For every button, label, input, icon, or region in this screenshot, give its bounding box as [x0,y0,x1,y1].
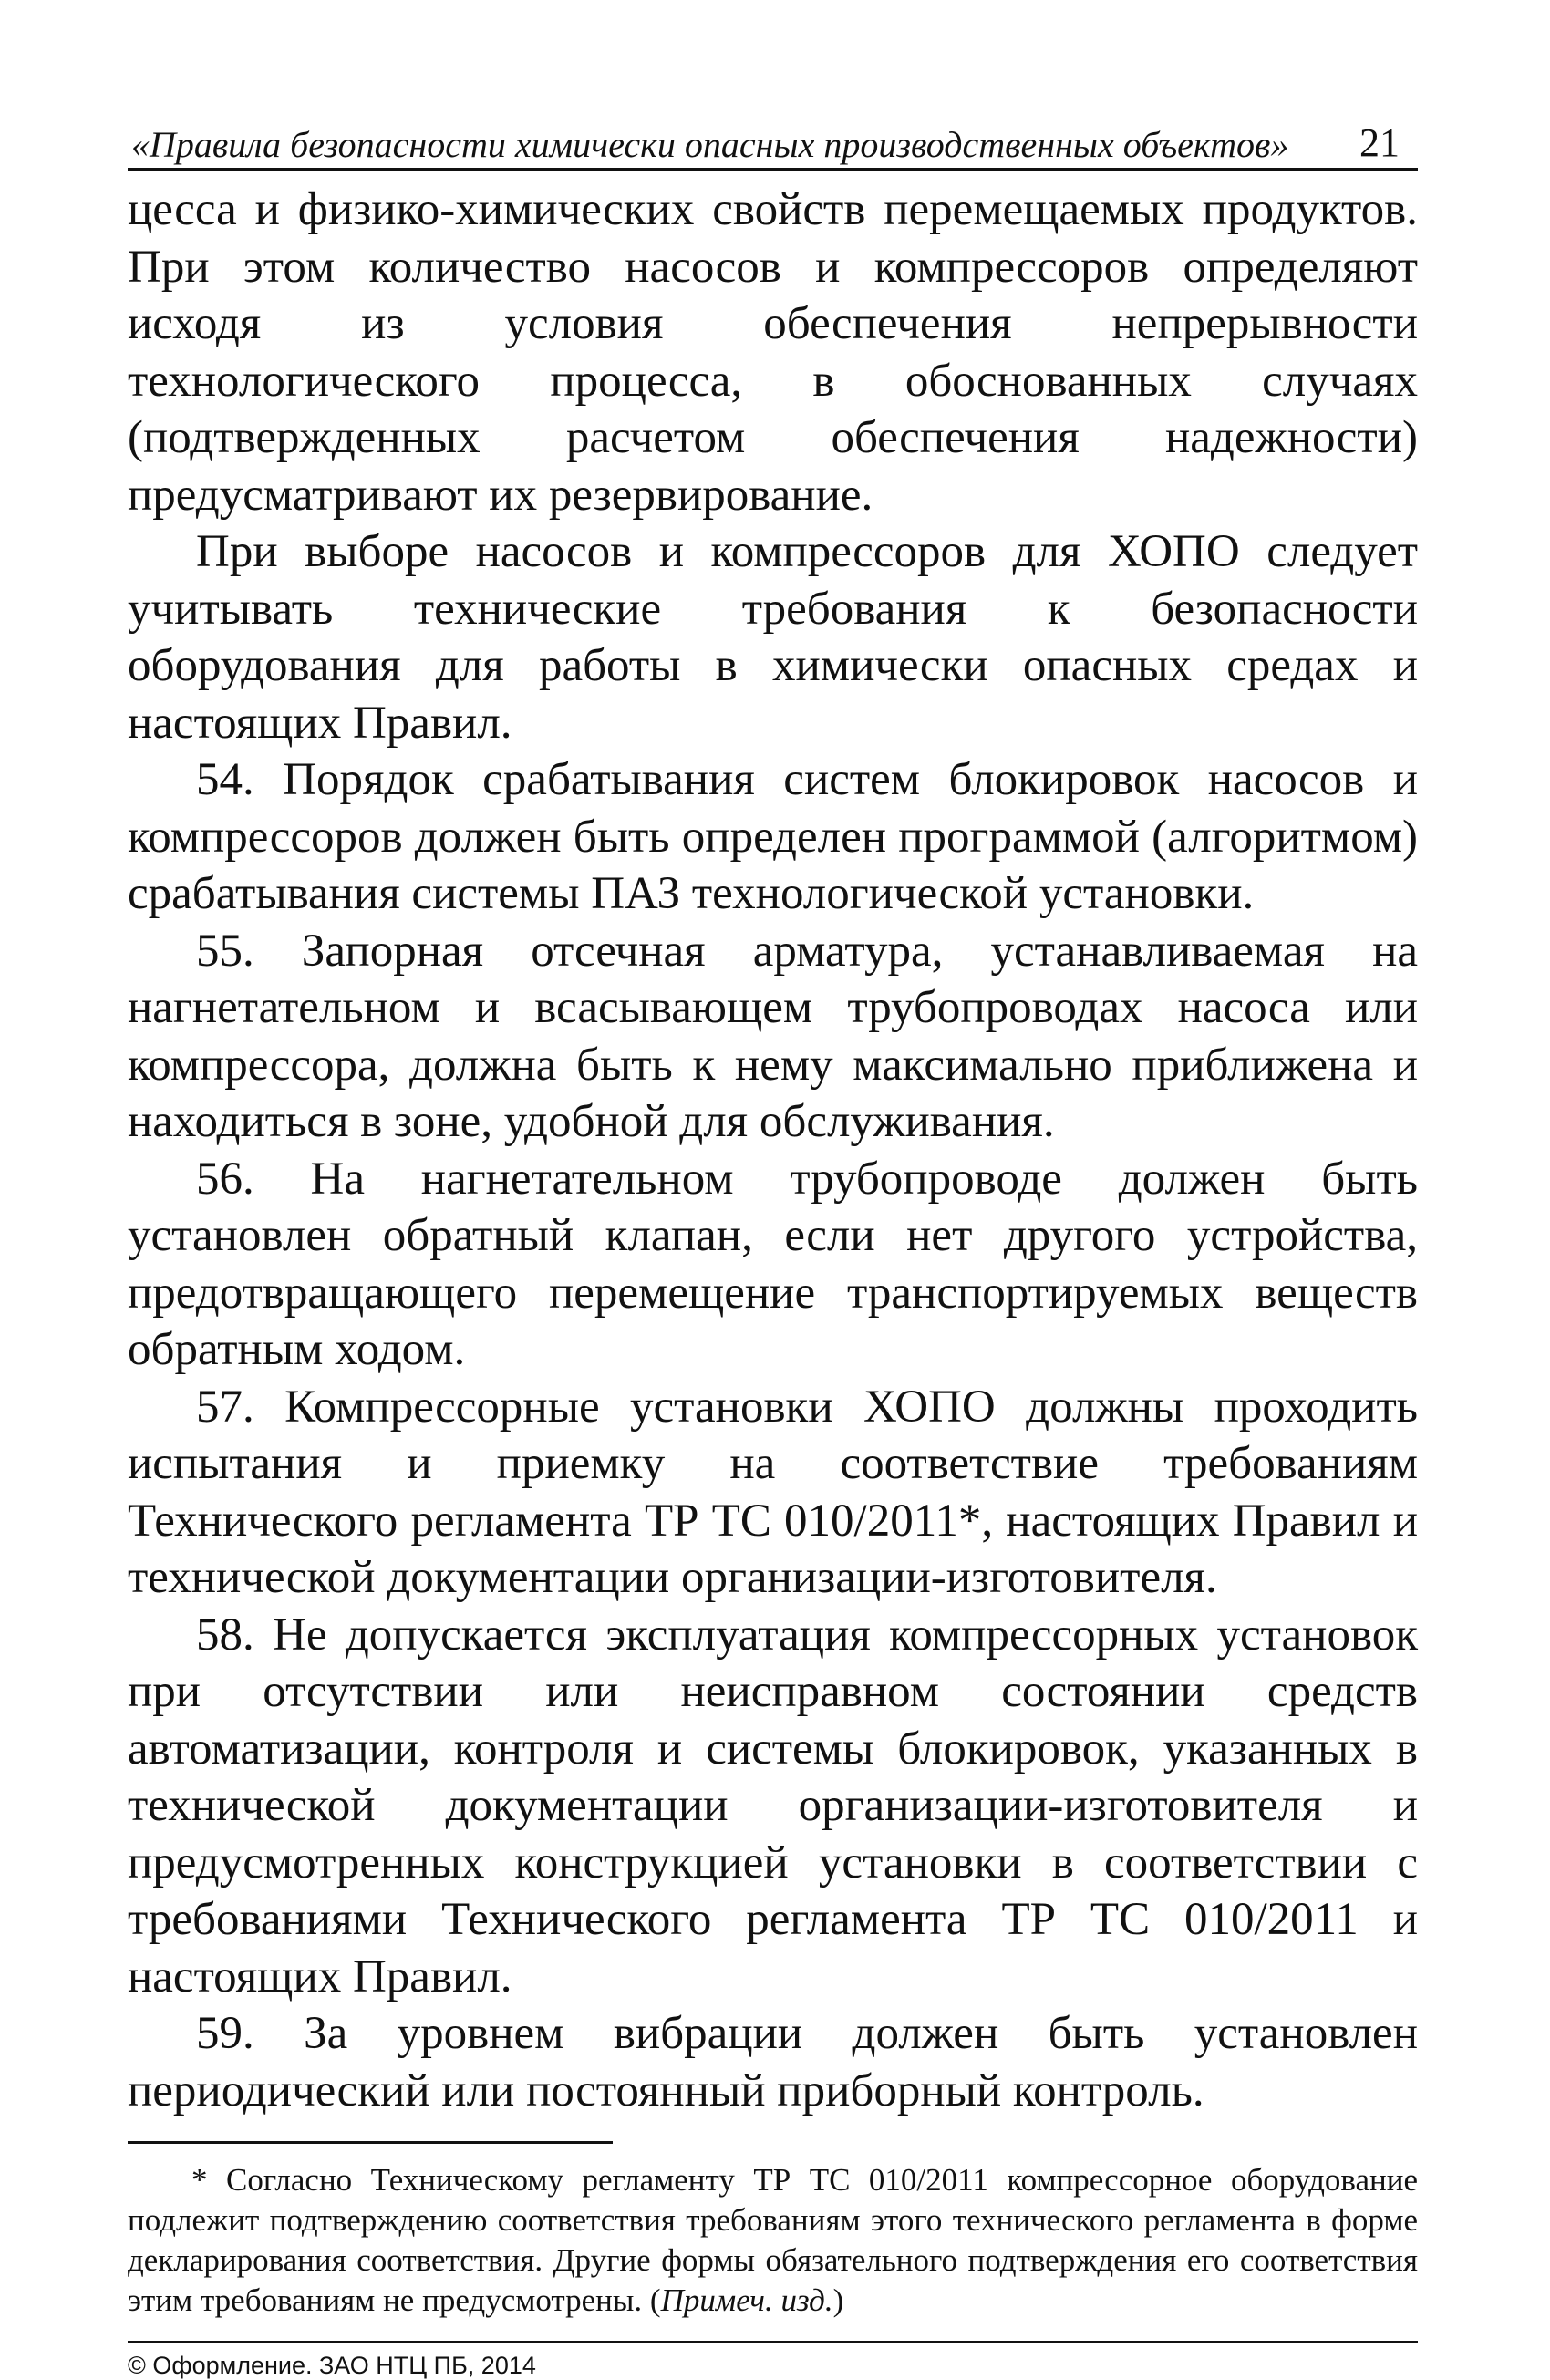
body-text [128,181,1418,2119]
document-page [128,109,1418,2380]
paragraph-57: 57. Компрессорные установки ХОПО должны проходить испытания и приемку на соответствие требованиям Технического регламента ТР ТС 010/2011*, настоящих Правил и технической документации организации-изготовителя. [128,1381,1418,1603]
footnote-close: ) [832,2282,844,2318]
paragraph-54: 54. Порядок срабатывания систем блокировок насосов и компрессоров должен быть определен программой (алгоритмом) срабатывания системы ПАЗ технологической установки. [128,754,1418,919]
page-number: 21 [1359,120,1400,165]
footnote-divider [128,2141,613,2144]
paragraph-pump-selection: При выборе насосов и компрессоров для ХОПО следует учитывать технические требования к безопасности оборудования для работы в химически опасных средах и настоящих Правил. [128,526,1418,749]
footnote [128,2160,1418,2321]
running-header [128,109,1418,171]
copyright-notice: © Оформление. ЗАО НТЦ ПБ, 2014 [128,2352,536,2379]
paragraph-55: 55. Запорная отсечная арматура, устанавливаемая на нагнетательном и всасывающем трубопроводах насоса или компрессора, должна быть к нему максимально приближена и находиться в зоне, удобной для обслуживания. [128,925,1418,1147]
footnote-text: * Согласно Техническому регламенту ТР ТС 010/2011 компрессорное оборудование подлежит подтверждению соответствия требованиям этого технического регламента в форме декларирования соответствия. Другие формы обязательного подтверждения его соответствия этим требованиям не предусмотрены. ( [128,2162,1418,2318]
footnote-editor-note: Примеч. изд. [660,2282,833,2318]
running-header-title: «Правила безопасности химически опасных производственных объектов» [131,124,1289,165]
paragraph-56: 56. На нагнетательном трубопроводе должен быть установлен обратный клапан, если нет другого устройства, предотвращающего перемещение транспортируемых веществ обратным ходом. [128,1153,1418,1375]
paragraph-59: 59. За уровнем вибрации должен быть установлен периодический или постоянный приборный контроль. [128,2008,1418,2116]
paragraph-continuation: цесса и физико-химических свойств перемещаемых продуктов. При этом количество насосов и компрессоров определяют исходя из условия обеспечения непрерывности технологического процесса, в обоснованных случаях (подтвержденных расчетом обеспечения надежности) предусматривают их резервирование. [128,184,1418,521]
bottom-divider [128,2341,1418,2343]
paragraph-58: 58. Не допускается эксплуатация компрессорных установок при отсутствии или неисправном состоянии средств автоматизации, контроля и системы блокировок, указанных в технической документации организации-изготовителя и предусмотренных конструкцией установки в соответствии с требованиями Технического регламента ТР ТС 010/2011 и настоящих Правил. [128,1609,1418,2002]
